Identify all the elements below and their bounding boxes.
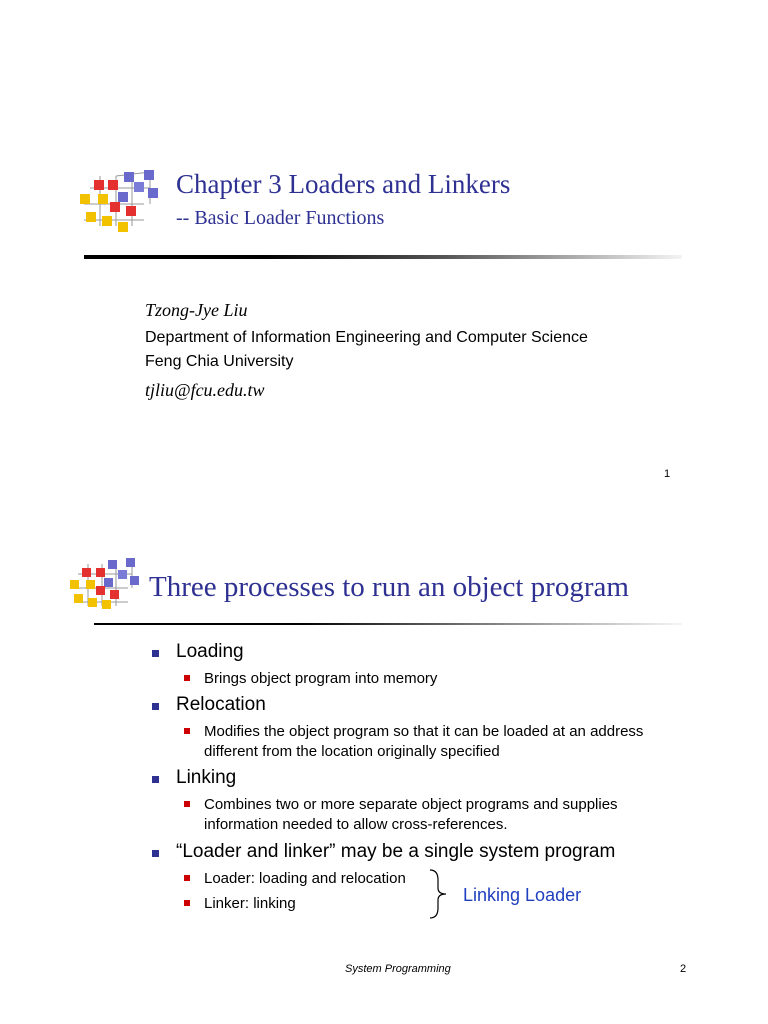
cube-lattice-logo-icon [80,168,162,234]
slide-subtitle: -- Basic Loader Functions [176,207,385,229]
title-divider [84,255,682,259]
sub-bullet: Brings object program into memory [184,669,437,689]
department-name: Department of Information Engineering and Computer Science [145,329,588,346]
slide-title: Three processes to run an object program [149,571,629,603]
slide-title: Chapter 3 Loaders and Linkers [176,169,511,199]
sub-bullet: Combines two or more separate object programs and supplies information needed to allow cross-references. [184,795,664,835]
bullet-relocation: Relocation [154,694,266,716]
sub-bullet: Modifies the object program so that it can be loaded at an address different from the location originally specified [184,722,684,762]
university-name: Feng Chia University [145,353,294,370]
page-number: 1 [664,468,671,480]
page-number: 2 [680,963,687,975]
sub-bullet: Linker: linking [184,894,296,914]
right-curly-brace-icon [428,868,450,920]
footer-text: System Programming [345,963,451,975]
author-email: tjliu@fcu.edu.tw [145,380,265,400]
sub-bullet: Loader: loading and relocation [184,869,406,889]
linking-loader-label: Linking Loader [463,885,582,905]
title-divider [94,623,682,625]
bullet-loading: Loading [154,641,244,663]
author-name: Tzong-Jye Liu [145,300,248,320]
bullet-loader-and-linker: “Loader and linker” may be a single system program [154,841,615,863]
bullet-linking: Linking [154,767,236,789]
cube-lattice-logo-icon [70,558,142,610]
